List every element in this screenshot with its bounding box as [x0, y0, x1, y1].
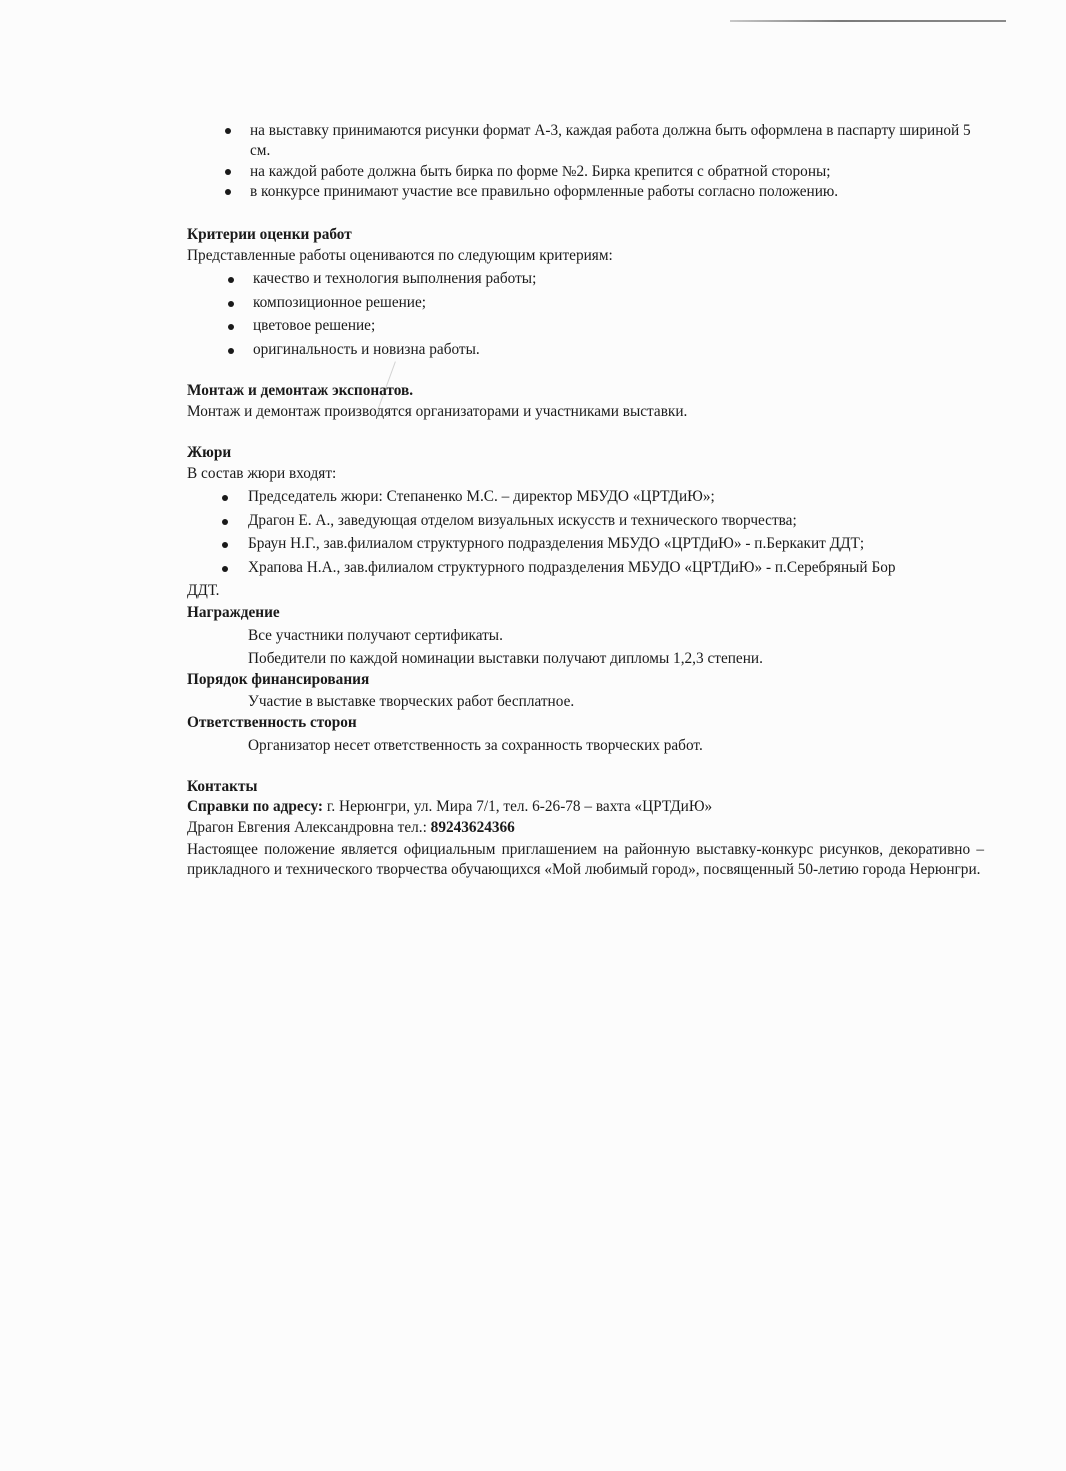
awards-line: Победители по каждой номинации выставки получают дипломы 1,2,3 степени. [248, 649, 763, 667]
address-value: г. Нерюнгри, ул. Мира 7/1, тел. 6-26-78 – вахта «ЦРТДиЮ» [323, 798, 713, 816]
contact-person: Драгон Евгения Александровна тел.: [187, 818, 431, 836]
section-heading-contacts: Контакты [187, 777, 258, 795]
section-heading-responsibility: Ответственность сторон [187, 714, 357, 732]
jury-intro: В состав жюри входят: [187, 464, 337, 482]
invitation-note: Настоящее положение является официальным приглашением на районную выставку-конкурс рисунков, декоративно – прикладного и технического творчества обучающихся «Мой любимый город», посвященный 50-летию города Нерюнгри. [187, 840, 984, 879]
bullet-icon [228, 348, 234, 354]
mounting-text: Монтаж и демонтаж производятся организаторами и участниками выставки. [187, 402, 688, 420]
list-item-text: цветовое решение; [253, 317, 376, 335]
list-item [187, 316, 984, 340]
bullet-icon [228, 324, 234, 330]
bullet-icon [228, 277, 234, 283]
jury-list [187, 487, 984, 581]
header-rule [730, 20, 1006, 22]
financing-text: Участие в выставке творческих работ бесплатное. [248, 693, 575, 711]
list-item [187, 511, 984, 535]
requirements-list [187, 121, 984, 203]
list-item [187, 121, 984, 162]
list-item-text: Браун Н.Г., зав.филиалом структурного подразделения МБУДО «ЦРТДиЮ» - п.Беркакит ДДТ; [248, 535, 865, 553]
list-item [187, 534, 984, 558]
list-item-text: на выставку принимаются рисунки формат А-3, каждая работа должна быть оформлена в паспарту шириной 5 см. [250, 122, 971, 160]
list-item [187, 293, 984, 317]
list-item [187, 162, 984, 182]
list-item-text: на каждой работе должна быть бирка по форме №2. Бирка крепится с обратной стороны; [250, 162, 831, 180]
list-item-text: Драгон Е. А., заведующая отделом визуальных искусств и технического творчества; [248, 511, 797, 529]
document-page [187, 121, 984, 881]
list-item [187, 558, 984, 582]
bullet-icon [225, 169, 231, 175]
section-heading-criteria: Критерии оценки работ [187, 225, 352, 243]
contacts-address [187, 797, 984, 817]
list-item-text: композиционное решение; [253, 293, 427, 311]
list-item-text: Храпова Н.А., зав.филиалом структурного подразделения МБУДО «ЦРТДиЮ» - п.Серебряный Бор [248, 558, 896, 576]
responsibility-text: Организатор несет ответственность за сохранность творческих работ. [248, 736, 703, 754]
bullet-icon [222, 566, 228, 572]
address-label: Справки по адресу: [187, 798, 324, 816]
criteria-list [187, 269, 984, 363]
bullet-icon [225, 128, 231, 134]
bullet-icon [222, 542, 228, 548]
bullet-icon [222, 519, 228, 525]
bullet-icon [228, 301, 234, 307]
contact-phone: 89243624366 [430, 818, 515, 836]
list-item [187, 340, 984, 364]
bullet-icon [225, 189, 231, 195]
section-heading-jury: Жюри [187, 444, 232, 462]
list-item [187, 269, 984, 293]
list-item [187, 487, 984, 511]
section-heading-financing: Порядок финансирования [187, 670, 370, 688]
awards-line: Все участники получают сертификаты. [248, 626, 503, 644]
list-item-text: Председатель жюри: Степаненко М.С. – директор МБУДО «ЦРТДиЮ»; [248, 488, 715, 506]
section-heading-awards: Награждение [187, 604, 280, 622]
bullet-icon [222, 495, 228, 501]
list-item-text: в конкурсе принимают участие все правильно оформленные работы согласно положению. [250, 183, 839, 201]
list-item-text: качество и технология выполнения работы; [253, 270, 537, 288]
section-heading-mounting: Монтаж и демонтаж экспонатов. [187, 382, 414, 400]
list-item [187, 182, 984, 202]
list-item-text: оригинальность и новизна работы. [253, 340, 480, 358]
jury-list-tail: ДДТ. [187, 582, 220, 600]
contacts-person [187, 818, 984, 838]
criteria-intro: Представленные работы оцениваются по следующим критериям: [187, 247, 613, 265]
